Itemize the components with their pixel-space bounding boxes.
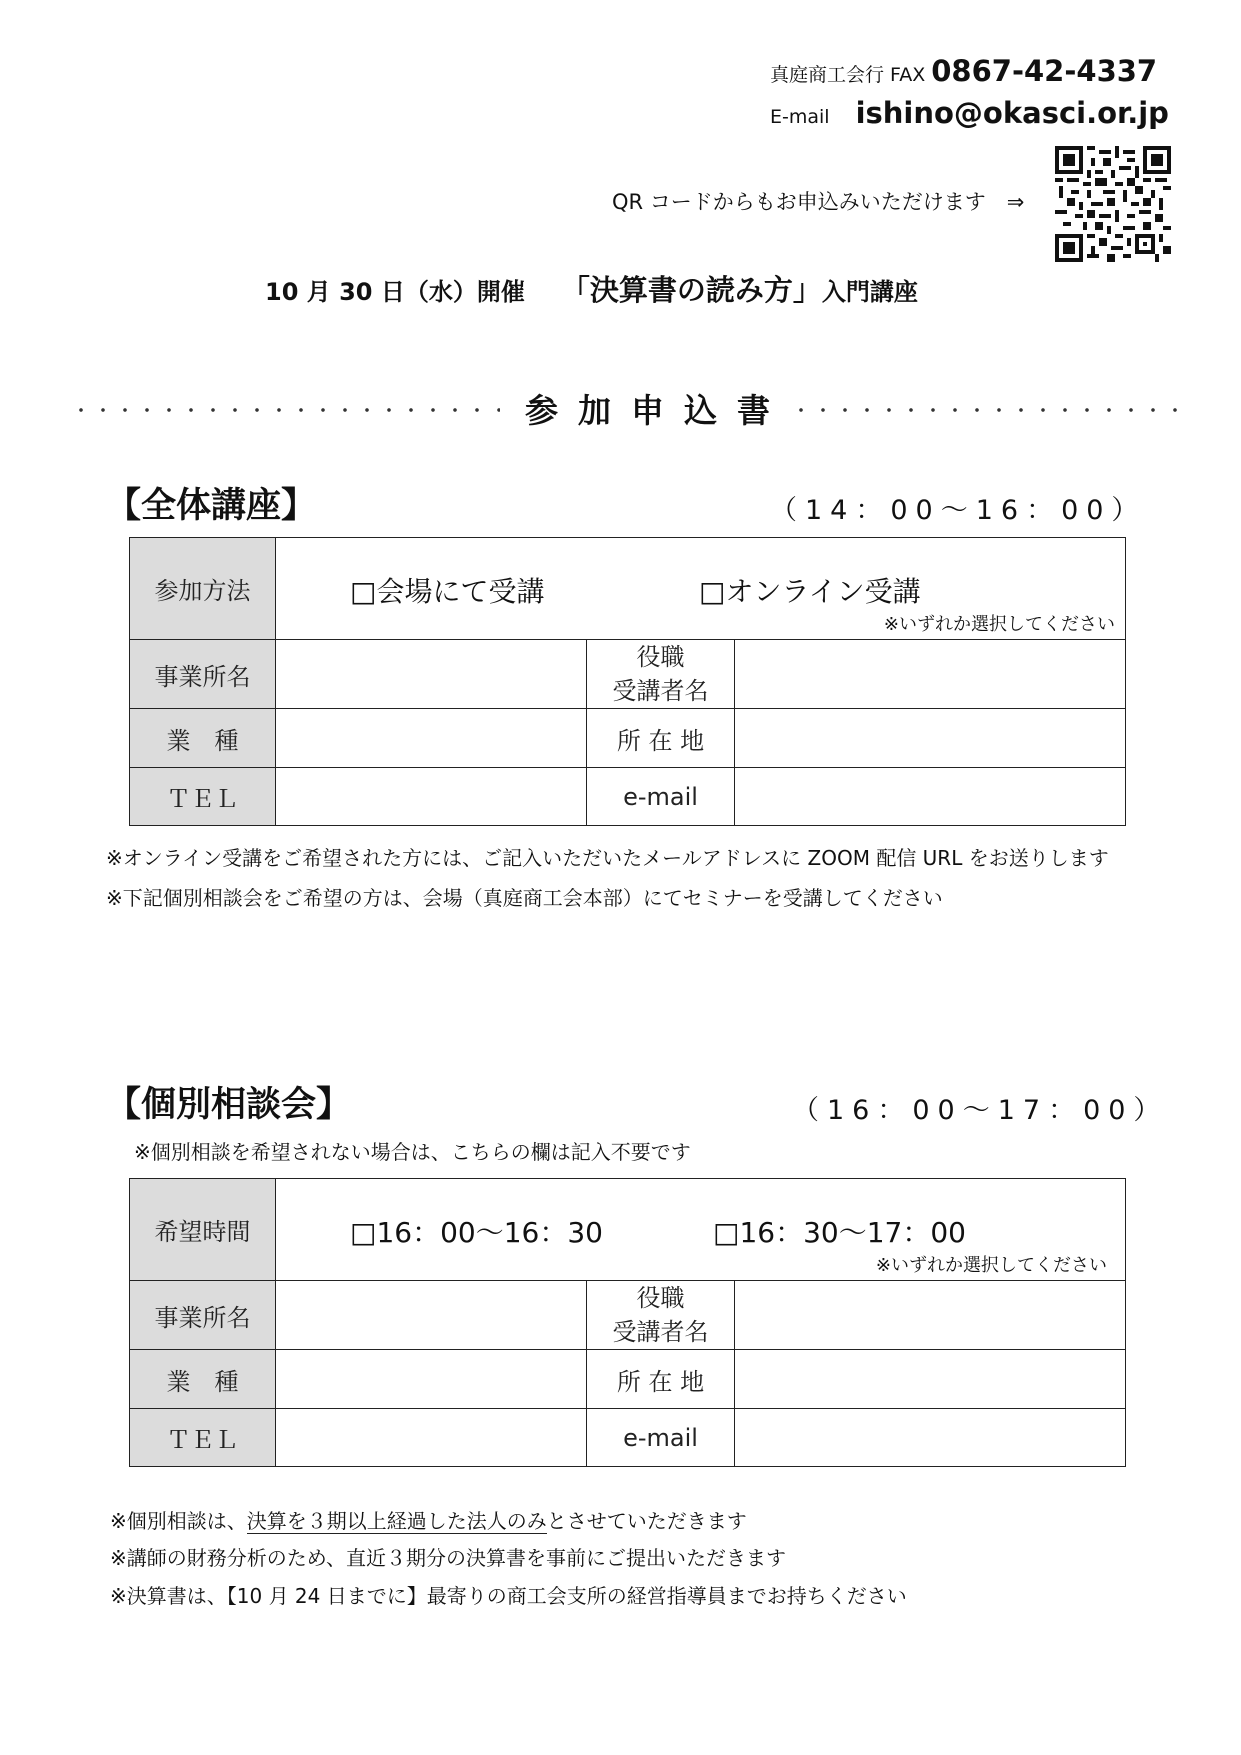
time-options-cell [276, 1179, 1126, 1281]
note1-pre: ※個別相談は、 [110, 1509, 247, 1533]
industry-label: 業 種 [130, 1350, 276, 1409]
section2-note-deadline: ※決算書は、【10 月 24 日までに】最寄りの商工会支所の経営指導員までお持ちください [110, 1584, 907, 1608]
note1-post: とさせていただきます [546, 1509, 747, 1533]
form-heading-row [70, 385, 1180, 435]
address-label: 所 在 地 [587, 1350, 735, 1409]
method-options-cell [276, 538, 1126, 640]
section2-time: （16：00～17：00） [792, 1095, 1169, 1126]
industry-field[interactable] [276, 709, 587, 768]
company-field[interactable] [276, 1281, 587, 1350]
section2-form [129, 1178, 1126, 1467]
choose-note: ※いずれか選択してください [875, 1255, 1108, 1276]
position-label-line2: 受講者名 [612, 1318, 709, 1346]
fax-number: 0867-42-4337 [931, 54, 1158, 88]
qr-note: QR コードからもお申込みいただけます ⇒ [612, 190, 1025, 214]
company-label: 事業所名 [130, 1281, 276, 1350]
fax-label: 真庭商工会行 FAX [770, 64, 926, 86]
position-label [587, 1281, 735, 1350]
section2-note-analysis: ※講師の財務分析のため、直近３期分の決算書を事前にご提出いただきます [110, 1546, 786, 1570]
section2-note-eligibility [110, 1505, 747, 1534]
section2-subnote: ※個別相談を希望されない場合は、こちらの欄は記入不要です [134, 1140, 691, 1164]
address-label: 所 在 地 [587, 709, 735, 768]
tel-field[interactable] [276, 1409, 587, 1467]
fax-line [770, 54, 1157, 88]
tel-field[interactable] [276, 768, 587, 826]
event-name: 「決算書の読み方」 [560, 273, 822, 307]
industry-label: 業 種 [130, 709, 276, 768]
option-slot2-checkbox[interactable]: □16：30～17：00 [713, 1216, 966, 1249]
email-label: e-mail [587, 768, 735, 826]
company-field[interactable] [276, 640, 587, 709]
position-label-line2: 受講者名 [612, 677, 709, 705]
event-title [265, 268, 918, 309]
address-field[interactable] [735, 709, 1126, 768]
email-line [770, 96, 1169, 130]
section1-title: 【全体講座】 [106, 486, 317, 526]
email-field[interactable] [735, 1409, 1126, 1467]
time-label: 希望時間 [130, 1179, 276, 1281]
qr-code-icon[interactable] [1055, 146, 1171, 262]
event-date: 10 月 30 日（水）開催 [265, 278, 525, 306]
email-label: E-mail [770, 106, 830, 128]
email-label: e-mail [587, 1409, 735, 1467]
option-slot1-checkbox[interactable]: □16：00～16：30 [350, 1216, 603, 1249]
position-label [587, 640, 735, 709]
position-name-field[interactable] [735, 640, 1126, 709]
note1-underlined: 決算を３期以上経過した法人のみ [246, 1509, 547, 1533]
dotted-rule-right [790, 407, 1180, 413]
position-label-line1: 役職 [636, 1284, 685, 1312]
company-label: 事業所名 [130, 640, 276, 709]
section1-form [129, 537, 1126, 826]
option-venue-checkbox[interactable]: □会場にて受講 [350, 575, 545, 608]
position-name-field[interactable] [735, 1281, 1126, 1350]
tel-label: ＴＥＬ [130, 1409, 276, 1467]
address-field[interactable] [735, 1350, 1126, 1409]
email-address[interactable]: ishino@okasci.or.jp [855, 96, 1169, 130]
choose-note: ※いずれか選択してください [883, 614, 1116, 635]
dotted-rule-left [70, 407, 500, 413]
section2-title: 【個別相談会】 [106, 1085, 352, 1125]
event-suffix: 入門講座 [821, 278, 918, 306]
email-field[interactable] [735, 768, 1126, 826]
position-label-line1: 役職 [636, 643, 685, 671]
industry-field[interactable] [276, 1350, 587, 1409]
section1-note-venue: ※下記個別相談会をご希望の方は、会場（真庭商工会本部）にてセミナーを受講してください [106, 886, 943, 910]
method-label: 参加方法 [130, 538, 276, 640]
section1-time: （14：00～16：00） [770, 495, 1147, 526]
section1-note-zoom: ※オンライン受講をご希望された方には、ご記入いただいたメールアドレスに ZOOM 配信 URL をお送りします [106, 846, 1109, 870]
option-online-checkbox[interactable]: □オンライン受講 [699, 575, 921, 608]
form-heading: 参加申込書 [525, 391, 790, 430]
tel-label: ＴＥＬ [130, 768, 276, 826]
